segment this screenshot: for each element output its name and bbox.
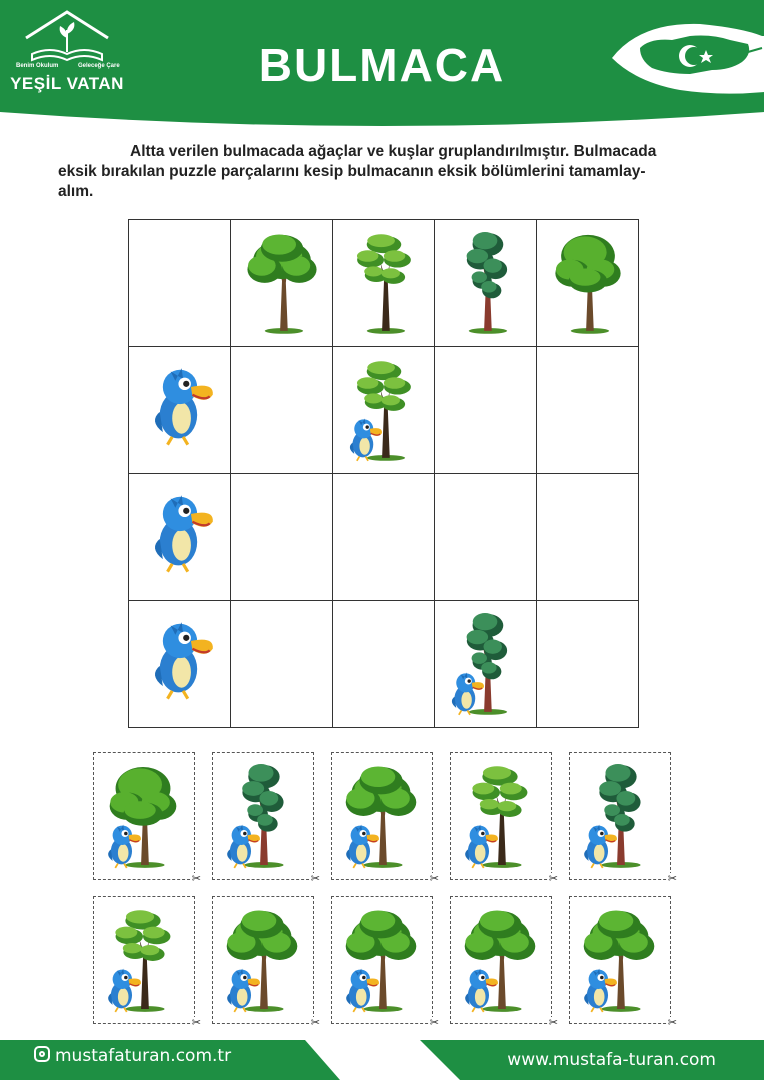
- scissors-icon: ✂: [191, 1017, 201, 1029]
- scissors-icon: ✂: [429, 873, 439, 885]
- bird-tree-icon: [451, 753, 549, 875]
- cut-piece[interactable]: [331, 896, 439, 1029]
- bird-tree-icon: [94, 897, 192, 1019]
- grid-row: [129, 220, 639, 347]
- grid-cell: [129, 474, 231, 601]
- cut-piece[interactable]: [450, 752, 558, 885]
- logo-slogan-left: Benim Okulum: [16, 63, 59, 69]
- scissors-icon: ✂: [548, 873, 558, 885]
- bird-icon: [141, 614, 219, 710]
- grid-cell-empty[interactable]: [537, 601, 639, 728]
- instructions: [58, 142, 708, 202]
- instagram-icon: [34, 1046, 50, 1062]
- bird-tree-icon: [336, 349, 432, 467]
- logo-slogan-right: Geleceğe Çare: [78, 63, 120, 69]
- bird-tree-icon: [332, 753, 430, 875]
- grid-cell: [129, 347, 231, 474]
- cut-piece[interactable]: [93, 752, 201, 885]
- grid-cell-empty[interactable]: [537, 347, 639, 474]
- instructions-line-3: alım.: [58, 183, 94, 200]
- bird-tree-icon: [570, 897, 668, 1019]
- instructions-line-1: Altta verilen bulmacada ağaçlar ve kuşlar gruplandırılmıştır. Bulmacada: [130, 143, 657, 160]
- bird-tree-icon: [451, 897, 549, 1019]
- grid-cell: [435, 601, 537, 728]
- grid-cell-empty[interactable]: [333, 474, 435, 601]
- page-header: [0, 0, 764, 130]
- cut-piece[interactable]: [212, 752, 320, 885]
- cut-piece[interactable]: [93, 896, 201, 1029]
- bird-tree-icon: [332, 897, 430, 1019]
- bird-tree-icon: [213, 753, 311, 875]
- puzzle-grid: [128, 219, 639, 728]
- cut-out-pieces: [93, 752, 677, 1029]
- grid-row: [129, 347, 639, 474]
- grid-cell: [231, 220, 333, 347]
- scissors-icon: ✂: [667, 873, 677, 885]
- bird-tree-icon: [94, 753, 192, 875]
- grid-cell-empty[interactable]: [333, 601, 435, 728]
- grid-cell-empty[interactable]: [231, 347, 333, 474]
- page-title: BULMACA: [258, 39, 506, 91]
- scissors-icon: ✂: [310, 873, 320, 885]
- grid-cell: [333, 347, 435, 474]
- bird-icon: [141, 487, 219, 583]
- grid-cell: [435, 220, 537, 347]
- cut-piece[interactable]: [331, 752, 439, 885]
- bird-tree-icon: [213, 897, 311, 1019]
- scissors-icon: ✂: [310, 1017, 320, 1029]
- grid-cell: [537, 220, 639, 347]
- grid-cell: [333, 220, 435, 347]
- logo-brand: YEŞİL VATAN: [10, 74, 124, 93]
- scissors-icon: ✂: [667, 1017, 677, 1029]
- scissors-icon: ✂: [548, 1017, 558, 1029]
- instructions-line-2: eksik bırakılan puzzle parçalarını kesip bulmacanın eksik bölümlerini tamamlay-: [58, 163, 646, 180]
- footer-left-link[interactable]: mustafaturan.com.tr: [55, 1046, 232, 1066]
- grid-row: [129, 474, 639, 601]
- grid-cell-empty[interactable]: [231, 601, 333, 728]
- tree-icon: [336, 222, 432, 340]
- cut-piece[interactable]: [569, 896, 677, 1029]
- grid-cell-empty[interactable]: [231, 474, 333, 601]
- grid-cell-empty[interactable]: [537, 474, 639, 601]
- cut-piece[interactable]: [569, 752, 677, 885]
- scissors-icon: ✂: [191, 873, 201, 885]
- grid-cell-empty[interactable]: [435, 474, 537, 601]
- grid-row: [129, 601, 639, 728]
- tree-icon: [540, 222, 636, 340]
- bird-icon: [141, 360, 219, 456]
- bird-tree-icon: [570, 753, 668, 875]
- footer-right-link[interactable]: www.mustafa-turan.com: [507, 1050, 716, 1070]
- cut-piece[interactable]: [212, 896, 320, 1029]
- bird-tree-icon: [438, 603, 534, 721]
- scissors-icon: ✂: [429, 1017, 439, 1029]
- grid-cell-empty[interactable]: [435, 347, 537, 474]
- tree-icon: [438, 222, 534, 340]
- cut-piece[interactable]: [450, 896, 558, 1029]
- tree-icon: [234, 222, 330, 340]
- grid-cell-empty[interactable]: [129, 220, 231, 347]
- grid-cell: [129, 601, 231, 728]
